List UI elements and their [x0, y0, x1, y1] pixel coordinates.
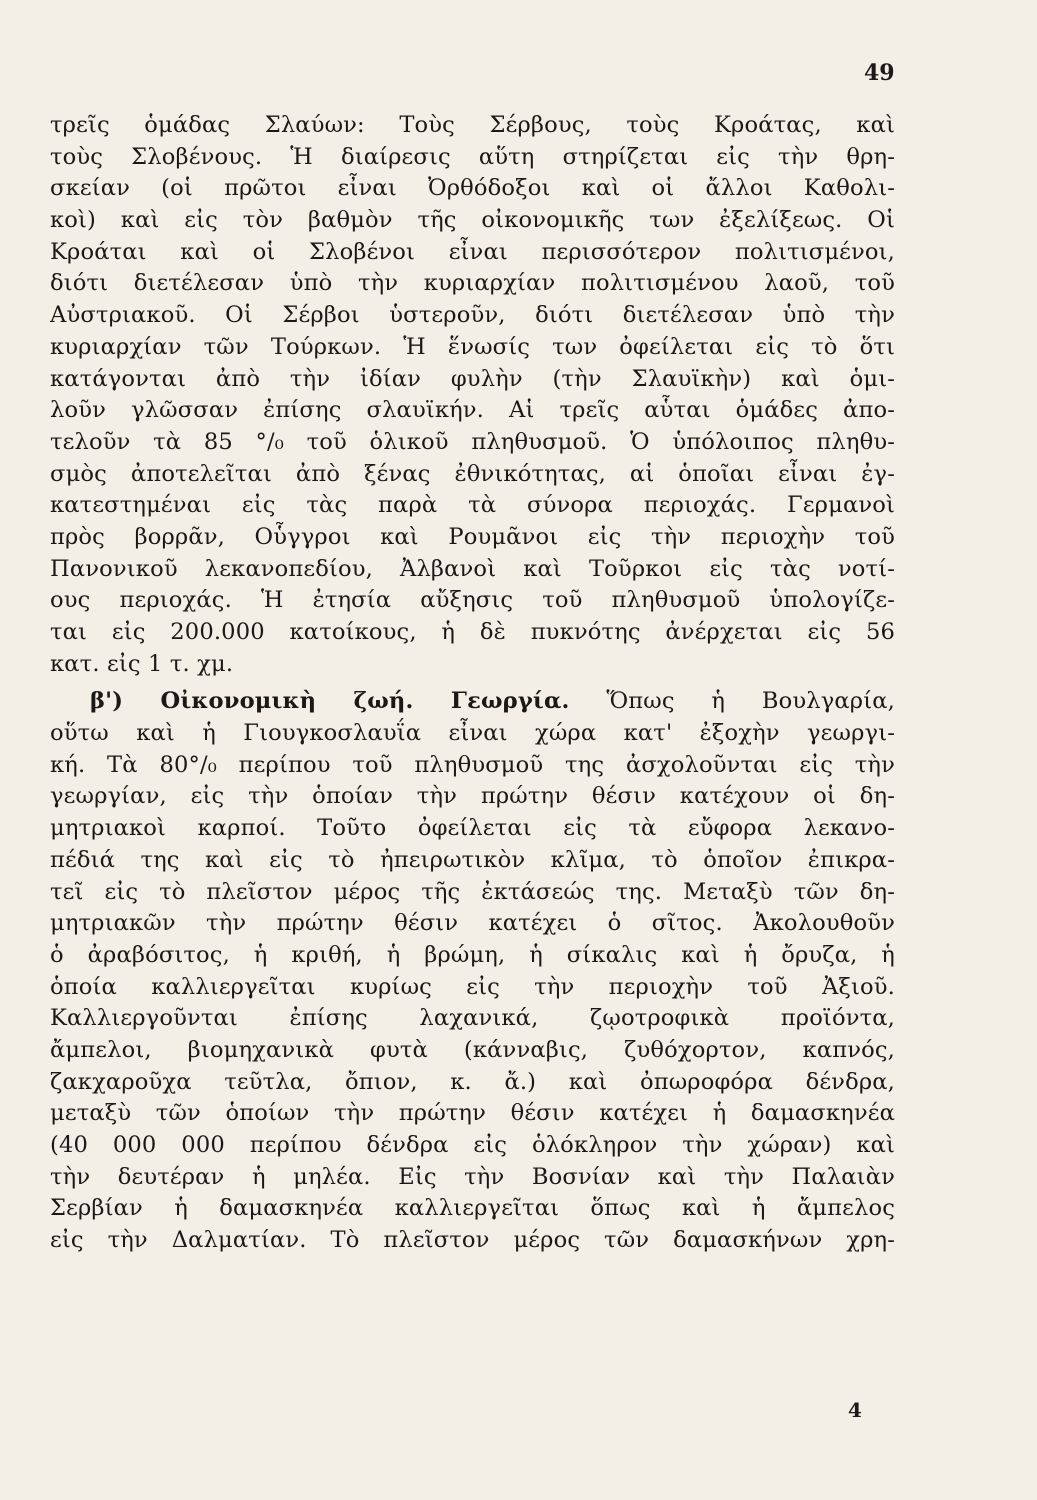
text-line: πέδιά της καὶ εἰς τὸ ἠπειρωτικὸν κλῖμα, τὸ ὁποῖον ἐπικρα- [50, 846, 895, 873]
text-line: μητριακῶν τὴν πρώτην θέσιν κατέχει ὁ σῖτος. Ἀκολουθοῦν [50, 910, 895, 937]
body-text [50, 110, 895, 1257]
text-line: ὁποία καλλιεργεῖται κυρίως εἰς τὴν περιοχὴν τοῦ Ἀξιοῦ. [50, 973, 895, 1000]
text-line: εἰς τὴν Δαλματίαν. Τὸ πλεῖστον μέρος τῶν δαμασκήνων χρη- [50, 1227, 895, 1254]
text-line: τελοῦν τὰ 85 °/₀ τοῦ ὁλικοῦ πληθυσμοῦ. Ὁ ὑπόλοιπος πληθυ- [50, 428, 895, 455]
text-line: ζακχαροῦχα τεῦτλα, ὄπιον, κ. ἄ.) καὶ ὀπωροφόρα δένδρα, [50, 1068, 895, 1095]
paragraph-population [50, 110, 895, 680]
text-line: σμὸς ἀποτελεῖται ἀπὸ ξένας ἐθνικότητας, αἱ ὁποῖαι εἶναι ἐγ- [50, 460, 895, 487]
text-line: διότι διετέλεσαν ὑπὸ τὴν κυριαρχίαν πολιτισμένου λαοῦ, τοῦ [50, 270, 895, 297]
text-line: ἄμπελοι, βιομηχανικὰ φυτὰ (κάνναβις, ζυθόχορτον, καπνός, [50, 1036, 895, 1063]
text-line: τρεῖς ὁμάδας Σλαύων: Τοὺς Σέρβους, τοὺς Κροάτας, καὶ [50, 112, 895, 138]
text-line: κατεστημέναι εἰς τὰς παρὰ τὰ σύνορα περιοχάς. Γερμανοὶ [50, 492, 895, 519]
text-line: γεωργίαν, εἰς τὴν ὁποίαν τὴν πρώτην θέσιν κατέχουν οἱ δη- [50, 783, 895, 810]
text-line: κοὶ) καὶ εἰς τὸν βαθμὸν τῆς οἰκονομικῆς των ἐξελίξεως. Οἱ [50, 207, 895, 234]
text-line: πρὸς βορρᾶν, Οὗγγροι καὶ Ρουμᾶνοι εἰς τὴν περιοχὴν τοῦ [50, 523, 895, 550]
text-line: κατ. εἰς 1 τ. χμ. [50, 650, 234, 677]
text-line: Κροάται καὶ οἱ Σλοβένοι εἶναι περισσότερον πολιτισμένοι, [50, 238, 895, 265]
text-line: λοῦν γλῶσσαν ἐπίσης σλαυϊκήν. Αἱ τρεῖς αὗται ὁμάδες ἀπο- [50, 397, 895, 424]
text-line: μεταξὺ τῶν ὁποίων τὴν πρώτην θέσιν κατέχει ἡ δαμασκηνέα [50, 1100, 895, 1127]
text-line: Καλλιεργοῦνται ἐπίσης λαχανικά, ζῳοτροφικὰ προϊόντα, [50, 1005, 895, 1032]
text-line: τεῖ εἰς τὸ πλεῖστον μέρος τῆς ἐκτάσεώς της. Μεταξὺ τῶν δη- [50, 878, 895, 905]
text-line: ται εἰς 200.000 κατοίκους, ἡ δὲ πυκνότης ἀνέρχεται εἰς 56 [50, 619, 895, 645]
text-line: σκείαν (οἱ πρῶτοι εἶναι Ὀρθόδοξοι καὶ οἱ ἄλλοι Καθολι- [50, 175, 895, 202]
text-line: Αὐστριακοῦ. Οἱ Σέρβοι ὑστεροῦν, διότι διετέλεσαν ὑπὸ τὴν [50, 302, 895, 329]
page-number: 49 [864, 60, 895, 86]
text-line: (40 000 000 περίπου δένδρα εἰς ὁλόκληρον τὴν χώραν) καὶ [50, 1132, 895, 1158]
section-heading-continuation: Ὅπως ἡ Βουλγαρία, [606, 688, 895, 715]
text-line: ους περιοχάς. Ἡ ἐτησία αὔξησις τοῦ πληθυσμοῦ ὑπολογίζε- [50, 587, 895, 614]
text-line: ὁ ἀραβόσιτος, ἡ κριθή, ἡ βρώμη, ἡ σίκαλις καὶ ἡ ὄρυζα, ἡ [50, 941, 895, 968]
text-line: κυριαρχίαν τῶν Τούρκων. Ἡ ἕνωσίς των ὀφείλεται εἰς τὸ ὅτι [50, 333, 895, 360]
text-line: τοὺς Σλοβένους. Ἡ διαίρεσις αὕτη στηρίζεται εἰς τὴν θρη- [50, 143, 895, 170]
text-line: Σερβίαν ἡ δαμασκηνέα καλλιεργεῖται ὅπως καὶ ἡ ἄμπελος [50, 1195, 895, 1222]
text-line: οὕτω καὶ ἡ Γιουγκοσλαυΐα εἶναι χώρα κατ' ἐξοχὴν γεωργι- [50, 720, 895, 747]
paragraph-agriculture [50, 718, 895, 1257]
text-line: μητριακοὶ καρποί. Τοῦτο ὀφείλεται εἰς τὰ εὔφορα λεκανο- [50, 815, 895, 842]
section-heading-line [50, 686, 895, 718]
section-heading: β') Οἰκονομικὴ ζωή. Γεωργία. [90, 688, 570, 715]
text-line: κατάγονται ἀπὸ τὴν ἰδίαν φυλὴν (τὴν Σλαυϊκὴν) καὶ ὁμι- [50, 365, 895, 392]
signature-mark: 4 [848, 1398, 862, 1422]
text-line: τὴν δευτέραν ἡ μηλέα. Εἰς τὴν Βοσνίαν καὶ τὴν Παλαιὰν [50, 1163, 895, 1190]
text-line: κή. Τὰ 80°/₀ περίπου τοῦ πληθυσμοῦ της ἀσχολοῦνται εἰς τὴν [50, 751, 895, 778]
text-line: Πανονικοῦ λεκανοπεδίου, Ἀλβανοὶ καὶ Τοῦρκοι εἰς τὰς νοτί- [50, 555, 895, 582]
